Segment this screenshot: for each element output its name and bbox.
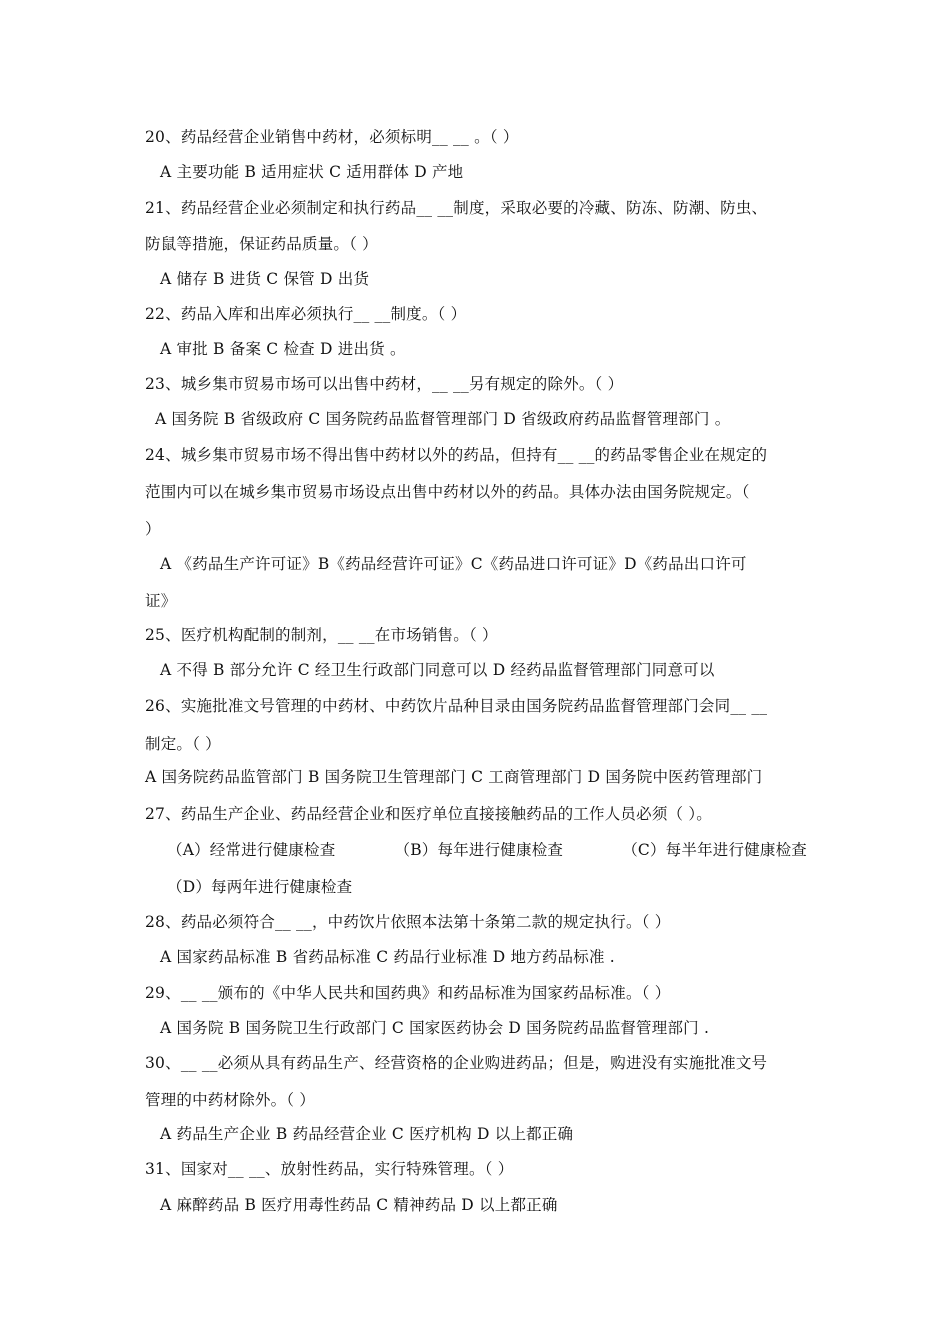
question-25-stem: 25、医疗机构配制的制剂，__ __在市场销售。（ ） (145, 626, 498, 644)
question-30-stem-line-1: 30、__ __必须从具有药品生产、经营资格的企业购进药品；但是，购进没有实施批准文号 (145, 1054, 768, 1072)
question-24-options-line-2: 证》 (145, 592, 177, 610)
question-20-options: A 主要功能 B 适用症状 C 适用群体 D 产地 (160, 163, 464, 181)
question-30-options: A 药品生产企业 B 药品经营企业 C 医疗机构 D 以上都正确 (160, 1125, 574, 1143)
question-22-stem: 22、药品入库和出库必须执行__ __制度。（ ） (145, 305, 467, 323)
question-29-options: A 国务院 B 国务院卫生行政部门 C 国家医药协会 D 国务院药品监督管理部门 . (160, 1019, 710, 1037)
question-21-stem-line-1: 21、药品经营企业必须制定和执行药品__ __制度，采取必要的冷藏、防冻、防潮、防虫、 (145, 199, 768, 217)
question-26-options: A 国务院药品监管部门 B 国务院卫生管理部门 C 工商管理部门 D 国务院中医药管理部门 (145, 768, 763, 786)
question-23-options: A 国务院 B 省级政府 C 国务院药品监督管理部门 D 省级政府药品监督管理部门 。 (155, 410, 731, 428)
question-29-stem: 29、__ __颁布的《中华人民共和国药典》和药品标准为国家药品标准。（ ） (145, 984, 671, 1002)
question-20-stem: 20、药品经营企业销售中药材，必须标明__ __ 。（ ） (145, 128, 519, 146)
question-27-option-c: （C）每半年进行健康检查 (622, 841, 807, 859)
question-24-stem-line-2: 范围内可以在城乡集市贸易市场设点出售中药材以外的药品。具体办法由国务院规定。（ (145, 483, 750, 501)
question-26-stem-line-2: 制定。（ ） (145, 735, 221, 753)
question-22-options: A 审批 B 备案 C 检查 D 进出货 。 (160, 340, 406, 358)
question-27-option-d: （D）每两年进行健康检查 (167, 878, 353, 896)
question-26-stem-line-1: 26、实施批准文号管理的中药材、中药饮片品种目录由国务院药品监督管理部门会同__ __ (145, 697, 768, 715)
question-28-stem: 28、药品必须符合__ __，中药饮片依照本法第十条第二款的规定执行。（ ） (145, 913, 671, 931)
question-27-options-row (167, 840, 807, 860)
question-27-option-b: （B）每年进行健康检查 (394, 841, 564, 859)
question-25-options: A 不得 B 部分允许 C 经卫生行政部门同意可以 D 经药品监督管理部门同意可以 (160, 661, 715, 679)
question-21-options: A 储存 B 进货 C 保管 D 出货 (160, 270, 370, 288)
question-27-option-a: （A）经常进行健康检查 (167, 841, 336, 859)
question-31-stem: 31、国家对__ __、放射性药品，实行特殊管理。（ ） (145, 1160, 514, 1178)
question-27-stem: 27、药品生产企业、药品经营企业和医疗单位直接接触药品的工作人员必须（ ）。 (145, 805, 713, 823)
question-30-stem-line-2: 管理的中药材除外。（ ） (145, 1091, 316, 1109)
question-24-stem-line-3: ） (145, 520, 161, 538)
question-24-stem-line-1: 24、城乡集市贸易市场不得出售中药材以外的药品，但持有__ __的药品零售企业在规定的 (145, 446, 768, 464)
question-23-stem: 23、城乡集市贸易市场可以出售中药材，__ __另有规定的除外。（ ） (145, 375, 624, 393)
question-24-options-line-1: A 《药品生产许可证》B《药品经营许可证》C《药品进口许可证》D《药品出口许可 (160, 555, 747, 573)
question-31-options: A 麻醉药品 B 医疗用毒性药品 C 精神药品 D 以上都正确 (160, 1196, 558, 1214)
question-21-stem-line-2: 防鼠等措施，保证药品质量。（ ） (145, 235, 378, 253)
question-28-options: A 国家药品标准 B 省药品标准 C 药品行业标准 D 地方药品标准 . (160, 948, 615, 966)
